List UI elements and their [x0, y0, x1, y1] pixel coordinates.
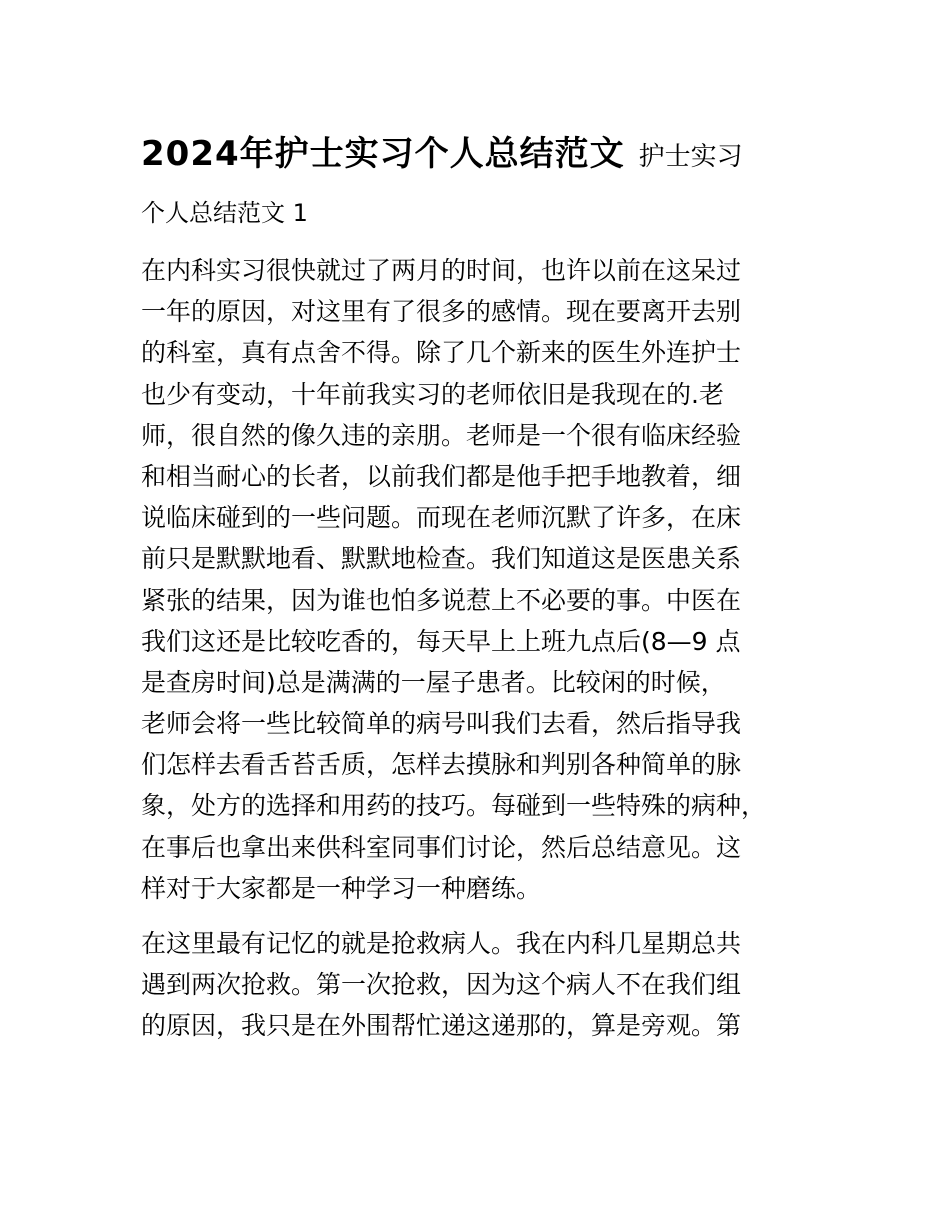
paragraph-line: 样对于大家都是一种学习一种磨练。 [141, 873, 542, 903]
paragraph-line: 的原因，我只是在外围帮忙递这递那的，算是旁观。第 [141, 1011, 742, 1041]
paragraph-line: 们怎样去看舌苔舌质，怎样去摸脉和判别各种简单的脉 [141, 750, 742, 780]
paragraph-line: 师，很自然的像久违的亲朋。老师是一个很有临床经验 [141, 420, 742, 450]
paragraph-line: 在内科实习很快就过了两月的时间，也许以前在这呆过 [141, 256, 742, 285]
paragraph-line: 和相当耐心的长者，以前我们都是他手把手地教着，细 [141, 461, 742, 491]
paragraph-line: 老师会将一些比较简单的病号叫我们去看，然后指导我 [141, 709, 742, 739]
paragraph-line: 前只是默默地看、默默地检查。我们知道这是医患关系 [141, 544, 742, 574]
paragraph-2 [141, 923, 821, 1047]
document-title-continuation: 个人总结范文 1 [141, 199, 308, 227]
paragraph-line: 在事后也拿出来供科室同事们讨论，然后总结意见。这 [141, 832, 742, 862]
document-title: 2024年护士实习个人总结范文 [141, 134, 625, 174]
paragraph-line: 遇到两次抢救。第一次抢救，因为这个病人不在我们组 [141, 970, 742, 1000]
paragraph-line: 我们这还是比较吃香的，每天早上上班九点后(8—9 点 [141, 626, 741, 656]
paragraph-line: 的科室，真有点舍不得。除了几个新来的医生外连护士 [141, 338, 742, 368]
paragraph-1 [141, 250, 821, 909]
paragraph-line: 也少有变动，十年前我实习的老师依旧是我现在的.老 [141, 379, 724, 409]
paragraph-line: 象，处方的选择和用药的技巧。每碰到一些特殊的病种， [141, 791, 767, 821]
paragraph-line: 在这里最有记忆的就是抢救病人。我在内科几星期总共 [141, 929, 742, 958]
document-title-suffix: 护士实习 [638, 142, 743, 172]
title-line [141, 126, 743, 175]
paragraph-line: 紧张的结果，因为谁也怕多说惹上不必要的事。中医在 [141, 585, 742, 615]
paragraph-line: 说临床碰到的一些问题。而现在老师沉默了许多，在床 [141, 503, 742, 533]
paragraph-line: 一年的原因，对这里有了很多的感情。现在要离开去别 [141, 297, 742, 327]
paragraph-line: 是查房时间)总是满满的一屋子患者。比较闲的时候， [141, 667, 726, 697]
